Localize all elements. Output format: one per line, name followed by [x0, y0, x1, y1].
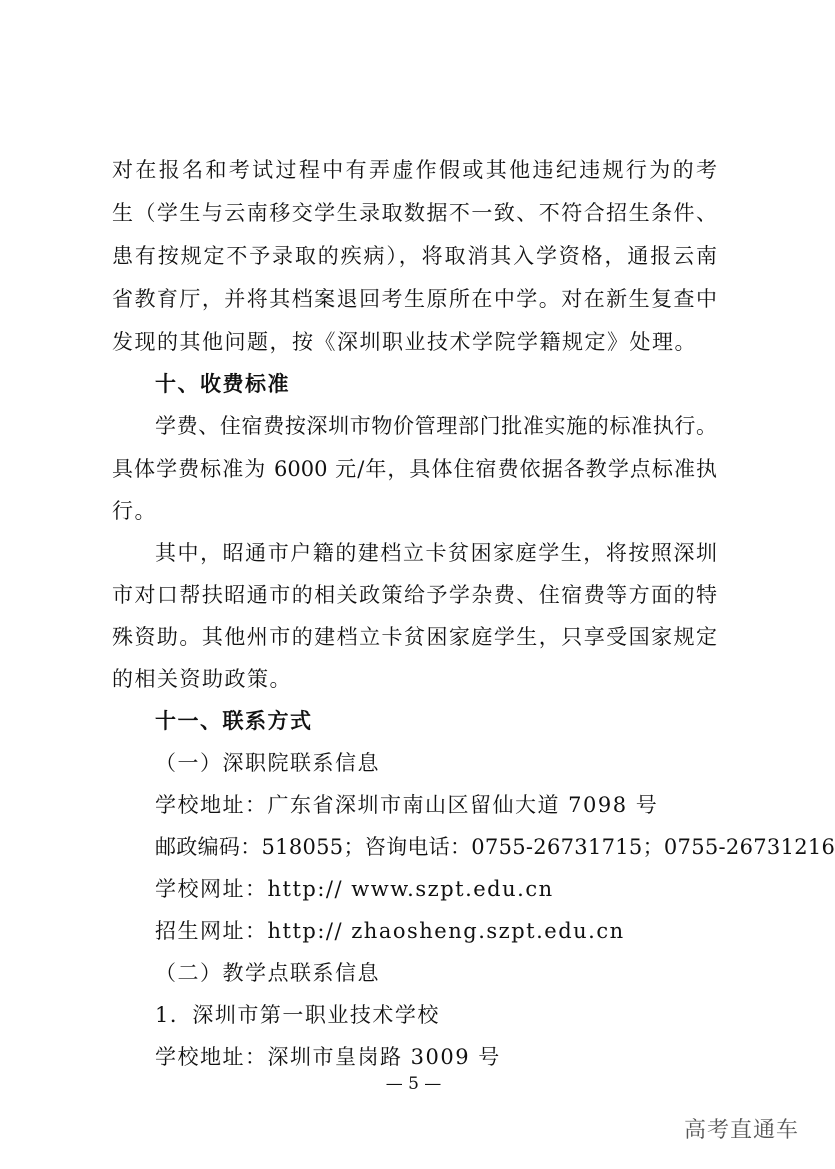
postal-code-phone: 邮政编码：518055；咨询电话：0755-26731715；0755-26731216	[155, 835, 835, 859]
section-heading-fees: 十、收费标准	[155, 372, 290, 396]
subsection-heading-teaching-points: （二）教学点联系信息	[155, 961, 380, 985]
subsection-heading-szpt: （一）深职院联系信息	[155, 751, 380, 775]
school-website: 学校网址：http:// www.szpt.edu.cn	[155, 877, 554, 901]
paragraph-line: 学费、住宿费按深圳市物价管理部门批准实施的标准执行。	[155, 414, 717, 438]
paragraph-line: 市对口帮扶昭通市的相关政策给予学杂费、住宿费等方面的特	[112, 583, 717, 607]
school-address: 学校地址：广东省深圳市南山区留仙大道 7098 号	[155, 793, 659, 817]
paragraph-line: 行。	[112, 499, 157, 523]
paragraph-line: 患有按规定不予录取的疾病），将取消其入学资格，通报云南	[112, 244, 717, 268]
paragraph-line: 省教育厅，并将其档案退回考生原所在中学。对在新生复查中	[112, 287, 717, 311]
paragraph-line: 生（学生与云南移交学生录取数据不一致、不符合招生条件、	[112, 201, 717, 225]
admission-website: 招生网址：http:// zhaosheng.szpt.edu.cn	[155, 919, 625, 943]
paragraph-line: 殊资助。其他州市的建档立卡贫困家庭学生，只享受国家规定	[112, 625, 717, 649]
page-number: — 5 —	[385, 1074, 442, 1094]
paragraph-line: 发现的其他问题，按《深圳职业技术学院学籍规定》处理。	[112, 330, 697, 354]
watermark-text: 高考直通车	[683, 1118, 799, 1143]
paragraph-line: 对在报名和考试过程中有弄虚作假或其他违纪违规行为的考	[112, 158, 717, 182]
paragraph-line: 的相关资助政策。	[112, 667, 292, 691]
teaching-point-name: 1．深圳市第一职业技术学校	[155, 1003, 440, 1027]
section-heading-contact: 十一、联系方式	[155, 709, 313, 733]
teaching-point-address: 学校地址：深圳市皇岗路 3009 号	[155, 1045, 501, 1069]
paragraph-line: 其中，昭通市户籍的建档立卡贫困家庭学生，将按照深圳	[155, 541, 717, 565]
paragraph-line: 具体学费标准为 6000 元/年，具体住宿费依据各教学点标准执	[112, 457, 717, 481]
